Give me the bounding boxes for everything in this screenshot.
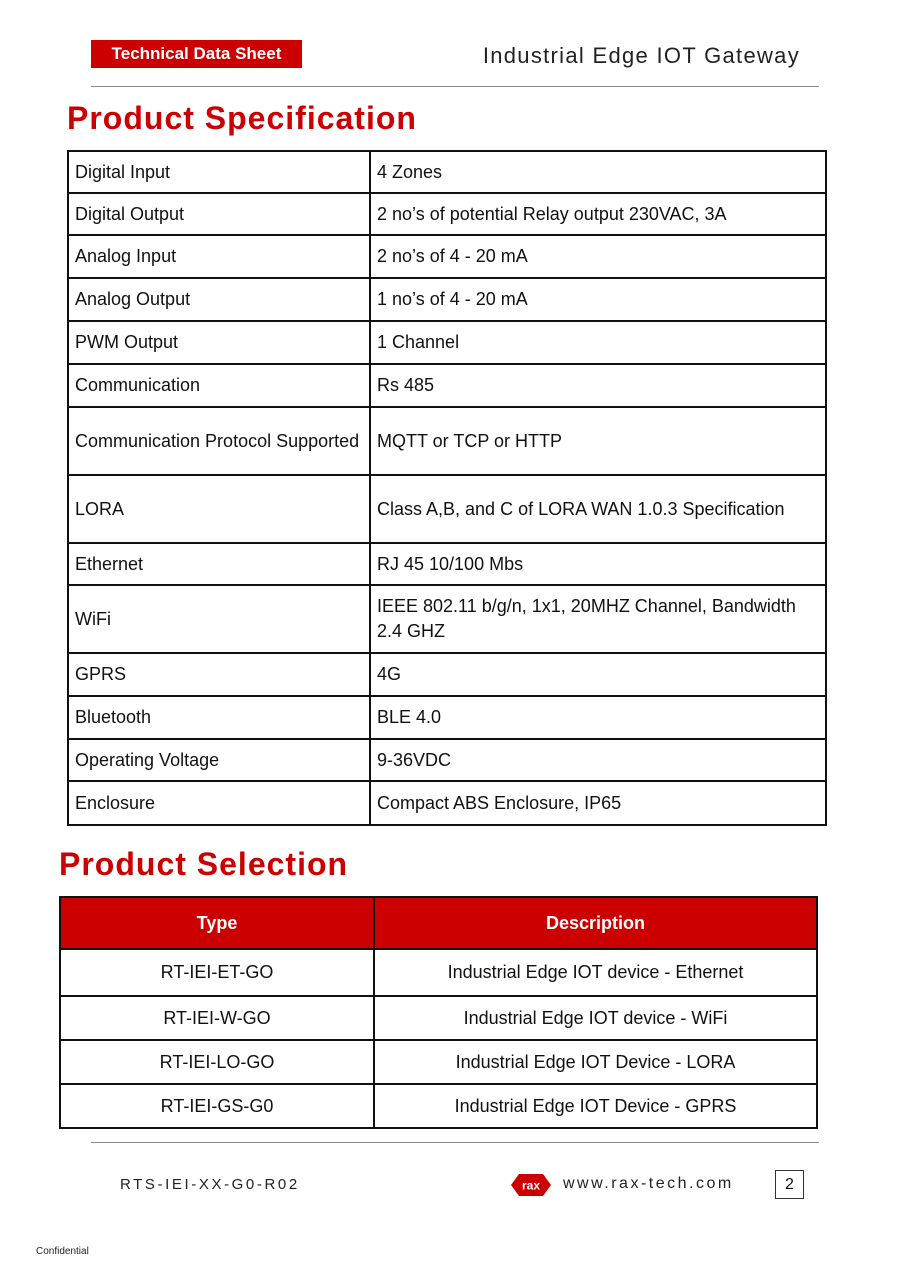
description-cell: Industrial Edge IOT Device - LORA	[374, 1040, 817, 1084]
spec-value: 2 no’s of 4 - 20 mA	[370, 235, 826, 278]
document-code: RTS-IEI-XX-G0-R02	[120, 1176, 300, 1193]
table-row	[68, 321, 826, 364]
spec-value: IEEE 802.11 b/g/n, 1x1, 20MHZ Channel, Bandwidth 2.4 GHZ	[370, 585, 826, 653]
description-cell: Industrial Edge IOT device - Ethernet	[374, 949, 817, 996]
table-row	[68, 585, 826, 653]
spec-label: Communication Protocol Supported	[68, 407, 370, 475]
spec-value: 4G	[370, 653, 826, 696]
type-cell: RT-IEI-GS-G0	[60, 1084, 374, 1128]
spec-label: Analog Input	[68, 235, 370, 278]
selection-table	[59, 896, 818, 1129]
type-cell: RT-IEI-ET-GO	[60, 949, 374, 996]
spec-value: Class A,B, and C of LORA WAN 1.0.3 Specification	[370, 475, 826, 543]
spec-label: Operating Voltage	[68, 739, 370, 781]
spec-label: PWM Output	[68, 321, 370, 364]
type-cell: RT-IEI-LO-GO	[60, 1040, 374, 1084]
table-row	[68, 696, 826, 739]
spec-value: 1 no’s of 4 - 20 mA	[370, 278, 826, 321]
column-header-type: Type	[60, 897, 374, 949]
table-row	[68, 407, 826, 475]
header-divider	[91, 86, 819, 87]
description-cell: Industrial Edge IOT device - WiFi	[374, 996, 817, 1040]
spec-value: MQTT or TCP or HTTP	[370, 407, 826, 475]
table-row	[68, 151, 826, 193]
selection-heading: Product Selection	[59, 846, 349, 882]
description-cell: Industrial Edge IOT Device - GPRS	[374, 1084, 817, 1128]
table-row	[60, 996, 817, 1040]
table-row	[68, 235, 826, 278]
table-row	[68, 781, 826, 825]
confidential-label: Confidential	[36, 1246, 89, 1257]
spec-label: WiFi	[68, 585, 370, 653]
spec-value: 1 Channel	[370, 321, 826, 364]
spec-label: GPRS	[68, 653, 370, 696]
table-row	[68, 193, 826, 235]
specification-table	[67, 150, 827, 826]
table-row	[68, 653, 826, 696]
spec-label: Communication	[68, 364, 370, 407]
table-header-row	[60, 897, 817, 949]
table-row	[68, 475, 826, 543]
spec-value: Rs 485	[370, 364, 826, 407]
table-row	[68, 543, 826, 585]
table-row	[60, 1040, 817, 1084]
specification-heading: Product Specification	[67, 100, 417, 136]
spec-label: Bluetooth	[68, 696, 370, 739]
spec-value: BLE 4.0	[370, 696, 826, 739]
rax-logo	[511, 1171, 551, 1199]
footer-divider	[91, 1142, 819, 1143]
spec-label: Digital Input	[68, 151, 370, 193]
spec-label: Digital Output	[68, 193, 370, 235]
table-row	[68, 739, 826, 781]
spec-label: LORA	[68, 475, 370, 543]
spec-value: Compact ABS Enclosure, IP65	[370, 781, 826, 825]
spec-value: 2 no’s of potential Relay output 230VAC, 3A	[370, 193, 826, 235]
type-cell: RT-IEI-W-GO	[60, 996, 374, 1040]
spec-value: 9-36VDC	[370, 739, 826, 781]
table-row	[68, 278, 826, 321]
page-number: 2	[775, 1170, 804, 1199]
table-row	[68, 364, 826, 407]
product-title: Industrial Edge IOT Gateway	[482, 43, 800, 68]
spec-value: 4 Zones	[370, 151, 826, 193]
spec-value: RJ 45 10/100 Mbs	[370, 543, 826, 585]
document-type-badge: Technical Data Sheet	[91, 40, 302, 68]
spec-label: Analog Output	[68, 278, 370, 321]
spec-label: Enclosure	[68, 781, 370, 825]
logo-text: rax	[521, 1178, 541, 1193]
website-link[interactable]: www.rax-tech.com	[563, 1175, 734, 1192]
spec-label: Ethernet	[68, 543, 370, 585]
column-header-description: Description	[374, 897, 817, 949]
table-row	[60, 1084, 817, 1128]
table-row	[60, 949, 817, 996]
